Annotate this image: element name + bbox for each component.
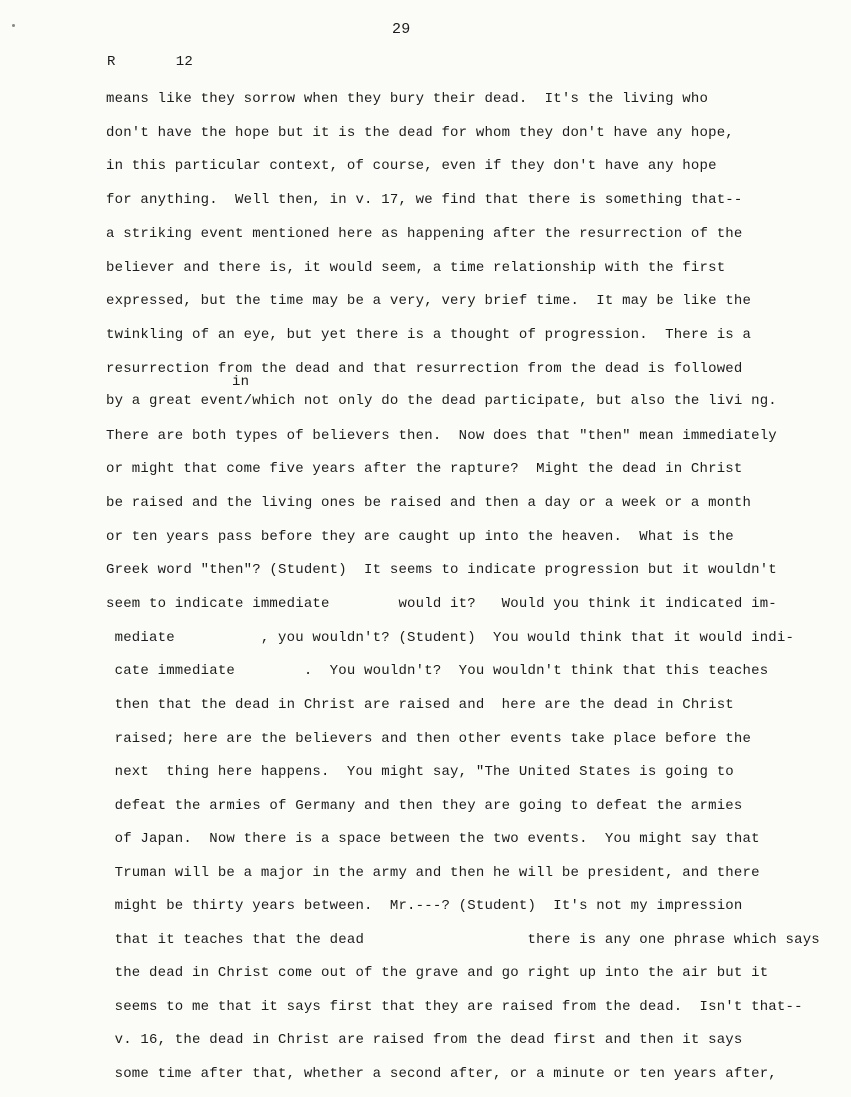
text-line: seem to indicate immediate would it? Would you think it indicated im- <box>106 596 777 612</box>
section-marker: R 12 <box>107 54 194 70</box>
text-line: means like they sorrow when they bury their dead. It's the living who <box>106 91 709 107</box>
text-line: Greek word "then"? (Student) It seems to indicate progression but it wouldn't <box>106 562 777 578</box>
margin-dot <box>12 24 15 27</box>
text-line: don't have the hope but it is the dead for whom they don't have any hope, <box>106 125 734 141</box>
text-line: in this particular context, of course, even if they don't have any hope <box>106 158 717 174</box>
page-number: 29 <box>392 21 411 38</box>
text-line: or ten years pass before they are caught up into the heaven. What is the <box>106 529 734 545</box>
text-line: raised; here are the believers and then other events take place before the <box>106 731 752 747</box>
text-line: of Japan. Now there is a space between the two events. You might say that <box>106 831 760 847</box>
text-line: some time after that, whether a second after, or a minute or ten years after, <box>106 1066 777 1082</box>
text-line: the dead in Christ come out of the grave and go right up into the air but it <box>106 965 769 981</box>
text-line: expressed, but the time may be a very, very brief time. It may be like the <box>106 293 752 309</box>
text-line: resurrection from the dead and that resurrection from the dead is followed <box>106 361 743 377</box>
text-line: that it teaches that the dead there is any one phrase which says <box>106 932 820 948</box>
text-line: or might that come five years after the rapture? Might the dead in Christ <box>106 461 743 477</box>
text-line: next thing here happens. You might say, "The United States is going to <box>106 764 734 780</box>
text-line: cate immediate . You wouldn't? You wouldn't think that this teaches <box>106 663 769 679</box>
text-line: mediate , you wouldn't? (Student) You would think that it would indi- <box>106 630 795 646</box>
text-line: for anything. Well then, in v. 17, we find that there is something that-- <box>106 192 743 208</box>
text-line: a striking event mentioned here as happening after the resurrection of the <box>106 226 743 242</box>
text-line: There are both types of believers then. Now does that "then" mean immediately <box>106 428 777 444</box>
text-line: might be thirty years between. Mr.---? (Student) It's not my impression <box>106 898 743 914</box>
text-line: twinkling of an eye, but yet there is a thought of progression. There is a <box>106 327 752 343</box>
text-line: believer and there is, it would seem, a time relationship with the first <box>106 260 726 276</box>
text-line: v. 16, the dead in Christ are raised from the dead first and then it says <box>106 1032 743 1048</box>
text-line: Truman will be a major in the army and then he will be president, and there <box>106 865 760 881</box>
text-line: then that the dead in Christ are raised and here are the dead in Christ <box>106 697 734 713</box>
text-line: be raised and the living ones be raised and then a day or a week or a month <box>106 495 752 511</box>
text-line: defeat the armies of Germany and then they are going to defeat the armies <box>106 798 743 814</box>
text-line: by a great event/which not only do the dead participate, but also the livi ng. <box>106 393 777 409</box>
text-line: seems to me that it says first that they are raised from the dead. Isn't that-- <box>106 999 803 1015</box>
handwritten-insertion: in <box>232 374 250 390</box>
